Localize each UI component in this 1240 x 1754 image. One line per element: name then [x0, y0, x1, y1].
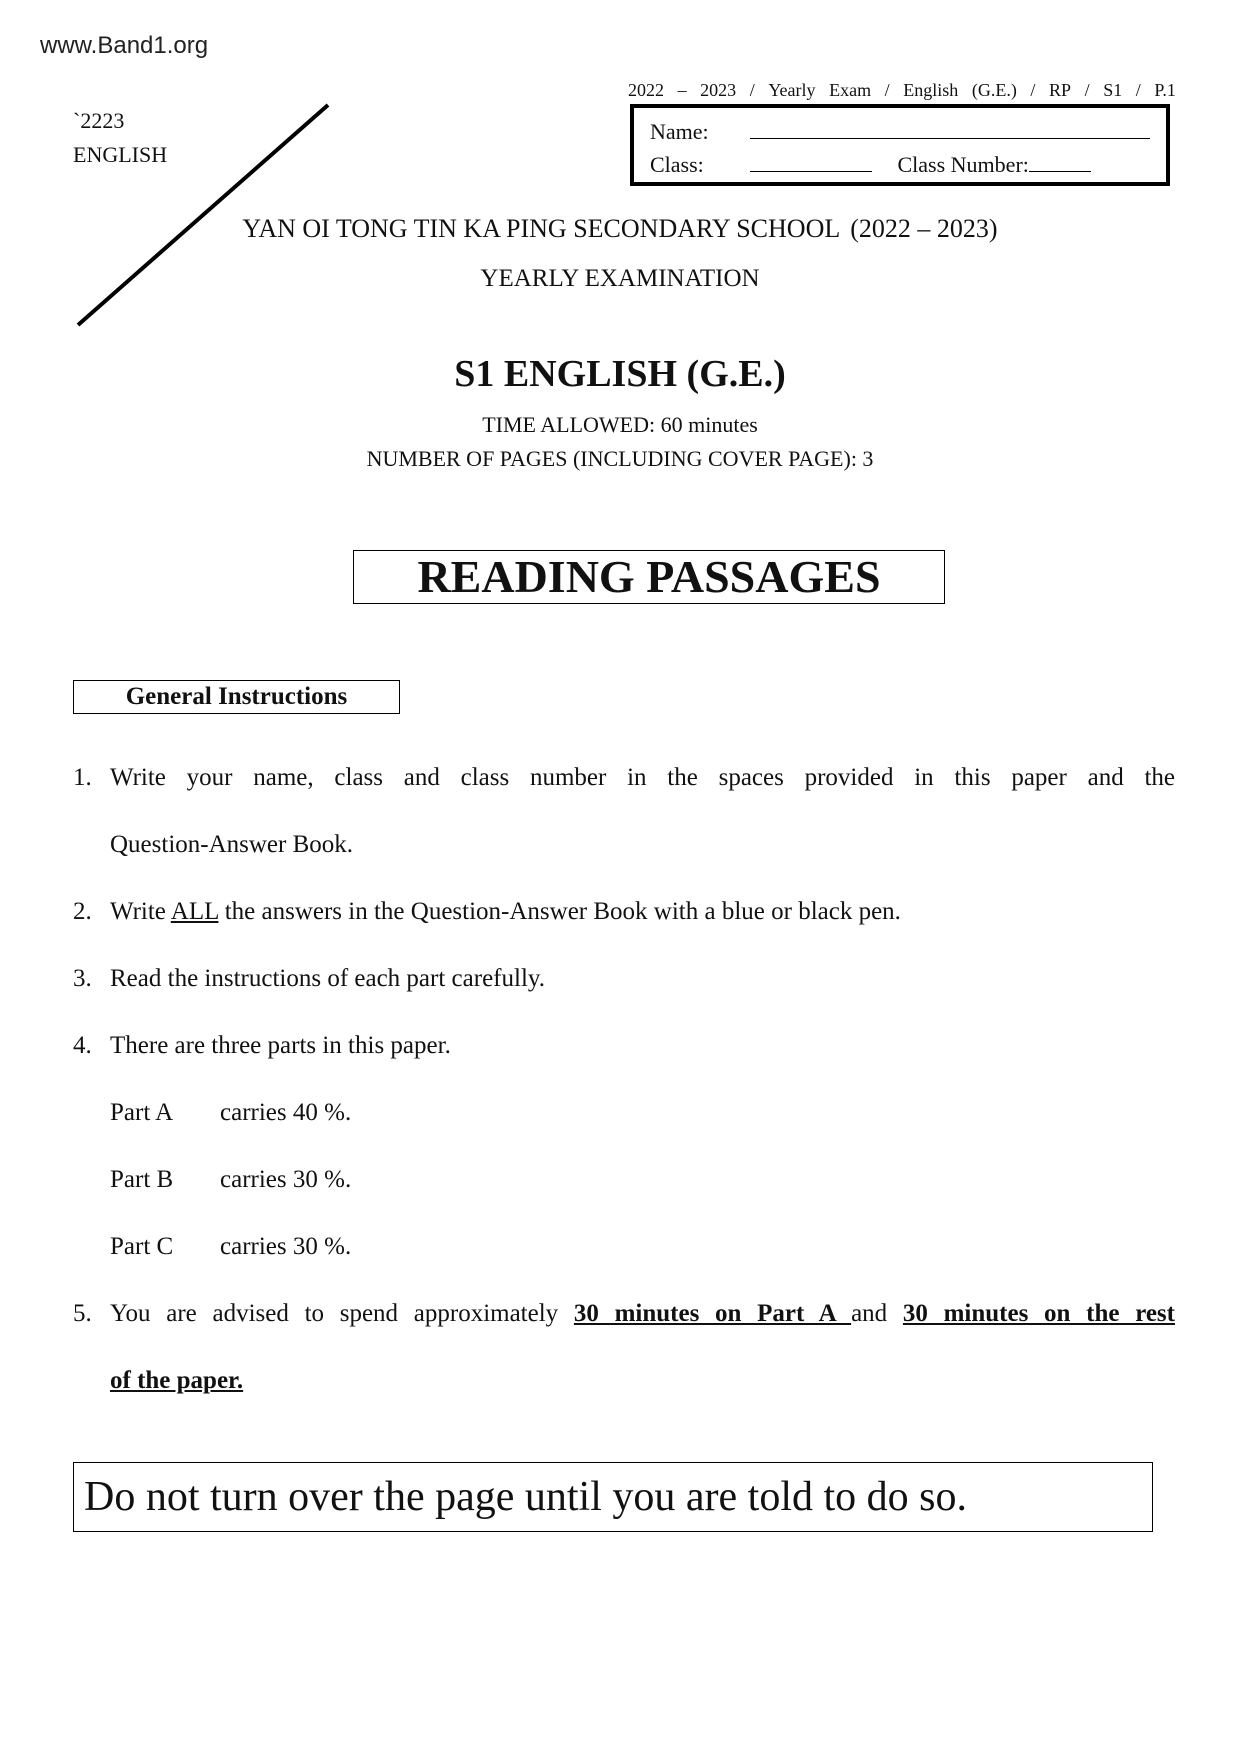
student-info-box [630, 104, 1170, 186]
paper-code: `2223 [73, 108, 125, 133]
time-allowed: TIME ALLOWED: 60 minutes [482, 412, 758, 437]
name-label: Name: [650, 119, 709, 144]
text-segment: Write [110, 898, 171, 925]
class-number-field[interactable] [1029, 151, 1091, 172]
instruction-3 [73, 965, 1175, 999]
school-name: YAN OI TONG TIN KA PING SECONDARY SCHOOL [242, 214, 841, 243]
header-field: / [1084, 80, 1090, 100]
instructions-heading: General Instructions [73, 680, 400, 714]
header-field: – [677, 80, 687, 100]
instruction-text: Write your name, class and class number in the spaces provided in this paper and the [110, 764, 1175, 791]
header-field: English [903, 80, 959, 100]
instruction-number: 2. [73, 898, 92, 925]
part-weight: carries 40 %. [220, 1099, 352, 1126]
class-number-label: Class Number: [897, 152, 1029, 177]
header-field: S1 [1103, 80, 1123, 100]
instruction-1-continued [73, 831, 1175, 865]
part-weight-row [110, 1166, 351, 1194]
school-year: (2022 – 2023) [850, 214, 998, 243]
part-weight: carries 30 %. [220, 1233, 352, 1260]
header-field: 2023 [700, 80, 737, 100]
instruction-number: 4. [73, 1032, 92, 1059]
subject-title: S1 ENGLISH (G.E.) [454, 353, 786, 395]
emphasis-all: ALL [170, 898, 219, 925]
instruction-number: 3. [73, 965, 92, 992]
header-field: (G.E.) [971, 80, 1017, 100]
instruction-1 [73, 764, 1175, 798]
header-field: / [1135, 80, 1141, 100]
name-row [650, 118, 1150, 145]
part-weight-row [110, 1099, 351, 1127]
class-field[interactable] [750, 151, 872, 172]
part-label: Part B [110, 1166, 174, 1193]
number-of-pages: NUMBER OF PAGES (INCLUDING COVER PAGE): 3 [366, 446, 874, 471]
text-segment: the answers in the Question-Answer Book with a blue or black pen. [218, 898, 901, 925]
header-field: Exam [829, 80, 872, 100]
text-segment: You are advised to spend approximately [110, 1300, 574, 1327]
header-field: / [749, 80, 755, 100]
part-weight: carries 30 %. [220, 1166, 352, 1193]
instruction-text: Question-Answer Book. [110, 831, 354, 858]
header-field: / [884, 80, 890, 100]
name-field[interactable] [750, 118, 1150, 139]
instruction-4 [73, 1032, 1175, 1066]
exam-type: YEARLY EXAMINATION [480, 265, 760, 292]
part-weight-row [110, 1233, 351, 1261]
instruction-text: There are three parts in this paper. [110, 1032, 451, 1059]
header-field: / [1030, 80, 1036, 100]
header-field: Yearly [768, 80, 816, 100]
instruction-text [110, 898, 1175, 926]
header-field: 2022 [628, 80, 664, 100]
page-header [628, 80, 1176, 101]
header-field: RP [1049, 80, 1072, 100]
instruction-text: Read the instructions of each part carefully. [110, 965, 546, 992]
instruction-text [110, 1300, 1175, 1328]
section-title: READING PASSAGES [353, 550, 945, 604]
part-label: Part C [110, 1233, 174, 1260]
warning-notice: Do not turn over the page until you are told to do so. [73, 1462, 1153, 1532]
school-heading [0, 214, 1240, 244]
instruction-5 [73, 1300, 1175, 1334]
emphasis-rest-time: 30 minutes on the rest [902, 1300, 1175, 1327]
paper-subject: ENGLISH [73, 142, 168, 167]
header-field: P.1 [1154, 80, 1176, 100]
class-row [650, 151, 1091, 178]
emphasis-rest-time-continued: of the paper. [110, 1367, 244, 1394]
instruction-2 [73, 898, 1175, 932]
emphasis-part-a-time: 30 minutes on Part A [573, 1300, 852, 1327]
watermark-url: www.Band1.org [40, 32, 209, 59]
instruction-number: 1. [73, 764, 92, 791]
text-segment: and [851, 1300, 903, 1327]
class-label: Class: [650, 152, 704, 177]
instruction-5-continued [73, 1367, 1175, 1401]
part-label: Part A [110, 1099, 174, 1126]
instruction-number: 5. [73, 1300, 92, 1327]
